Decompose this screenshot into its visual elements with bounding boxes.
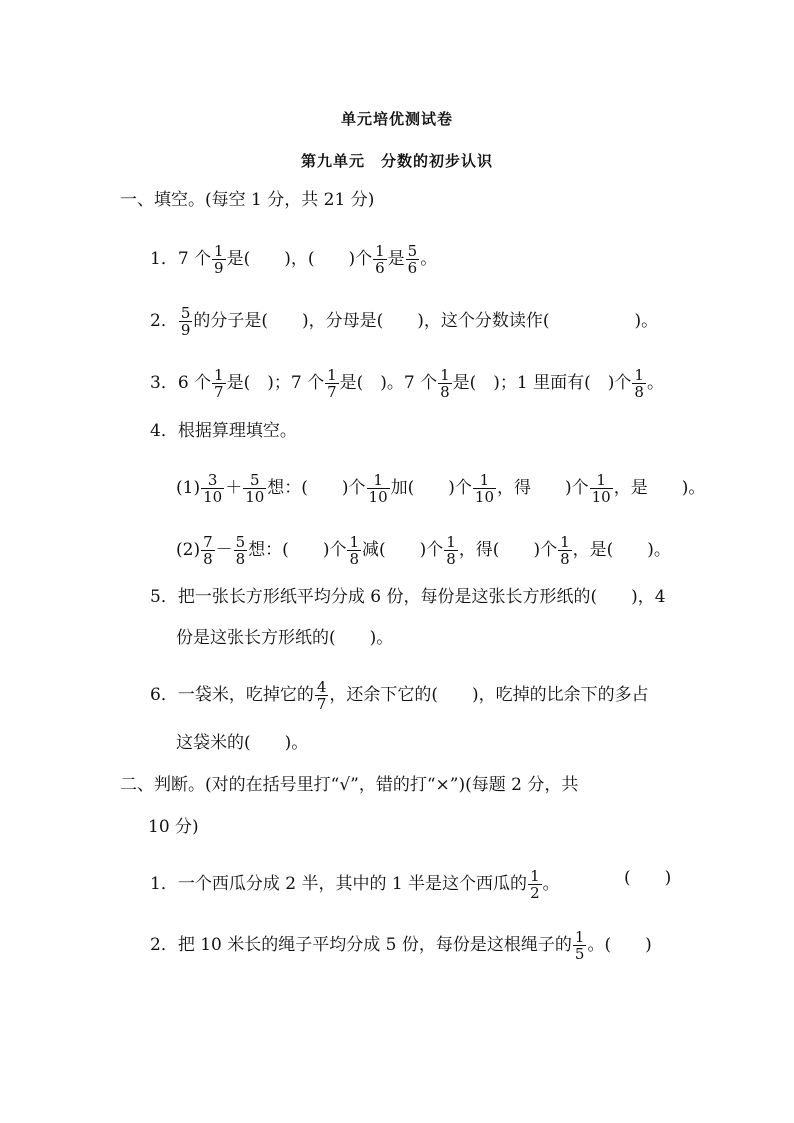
page-title: 单元培优测试卷 xyxy=(340,110,453,128)
question-1-5-line1: 5．把一张长方形纸平均分成 6 份，每份是这张长方形纸的( )，4 xyxy=(150,587,666,607)
question-1-6: 6．一袋米，吃掉它的 $\frac{4}{7}$ ，还余下它的( )，吃掉的比余下的多占 xyxy=(150,678,649,713)
unit-subtitle: 第九单元 分数的初步认识 xyxy=(300,152,493,170)
section2-heading-line2: 10 分) xyxy=(148,817,199,837)
fraction: $\frac{5}{6}$ xyxy=(407,242,418,277)
fraction: $\frac{1}{8}$ xyxy=(560,533,570,568)
fraction: $\frac{1}{7}$ xyxy=(327,366,337,401)
question-2-1: 1．一个西瓜分成 2 半，其中的 1 半是这个西瓜的 $\frac{1}{2}$ 。 xyxy=(150,867,560,902)
fraction: $\frac{5}{9}$ xyxy=(180,304,191,339)
fraction: $\frac{1}{8}$ xyxy=(634,366,644,401)
fraction: $\frac{1}{10}$ xyxy=(368,471,388,506)
section1-heading: 一、填空。(每空 1 分，共 21 分) xyxy=(120,190,375,210)
fraction: $\frac{1}{8}$ xyxy=(440,366,450,401)
fraction: $\frac{3}{10}$ xyxy=(203,471,223,506)
fraction: $\frac{7}{8}$ xyxy=(203,533,213,568)
fraction: $\frac{1}{7}$ xyxy=(214,366,224,401)
question-2-2: 2．把 10 米长的绳子平均分成 5 份，每份是这根绳子的 $\frac{1}{5}$ 。( ) xyxy=(150,928,652,963)
fraction: $\frac{1}{5}$ xyxy=(574,928,585,963)
question-1-4-part1: (1) $\frac{3}{10}$ ＋ $\frac{5}{10}$ 想：( )个 $\frac{1}{10}$ 加( )个 $\frac{1}{10}$ ，得 )个 $\frac{1}{10}$ ，是 )。 xyxy=(176,471,706,506)
question-1-5-line2: 份是这张长方形纸的( )。 xyxy=(176,628,394,648)
fraction: $\frac{1}{2}$ xyxy=(530,867,540,902)
fraction: $\frac{1}{9}$ xyxy=(214,242,224,277)
question-1-6-line2: 这袋米的( )。 xyxy=(176,733,309,753)
fraction: $\frac{1}{6}$ xyxy=(375,242,385,277)
fraction: $\frac{1}{10}$ xyxy=(591,471,611,506)
section2-heading-line1: 二、判断。(对的在括号里打“√”，错的打“×”)(每题 2 分，共 xyxy=(120,775,579,795)
fraction: $\frac{5}{8}$ xyxy=(235,533,246,568)
question-1-1: 1．7 个 $\frac{1}{9}$ 是( )，( )个 $\frac{1}{6}$ 是 $\frac{5}{6}$ 。 xyxy=(150,242,438,277)
fraction: $\frac{5}{10}$ xyxy=(245,471,265,506)
answer-paren-2-1: ( ) xyxy=(624,868,672,888)
question-1-2: 2． $\frac{5}{9}$ 的分子是( )，分母是( )，这个分数读作( )。 xyxy=(150,304,659,339)
fraction: $\frac{1}{8}$ xyxy=(349,533,359,568)
fraction: $\frac{1}{10}$ xyxy=(474,471,494,506)
fraction: $\frac{4}{7}$ xyxy=(316,678,327,713)
answer-paren-2-2: ( ) xyxy=(604,935,652,955)
question-1-3: 3．6 个 $\frac{1}{7}$ 是( )；7 个 $\frac{1}{7}$ 是( )。7 个 $\frac{1}{8}$ 是( )；1 里面有( )个 $\frac{1}{8}$ 。 xyxy=(150,366,664,401)
question-1-4: 4．根据算理填空。 xyxy=(150,421,297,441)
question-1-4-part2: (2) $\frac{7}{8}$ － $\frac{5}{8}$ 想：( )个 $\frac{1}{8}$ 减( )个 $\frac{1}{8}$ ，得( )个 $\frac{1}{8}$ ，是( )。 xyxy=(176,533,671,568)
fraction: $\frac{1}{8}$ xyxy=(446,533,456,568)
